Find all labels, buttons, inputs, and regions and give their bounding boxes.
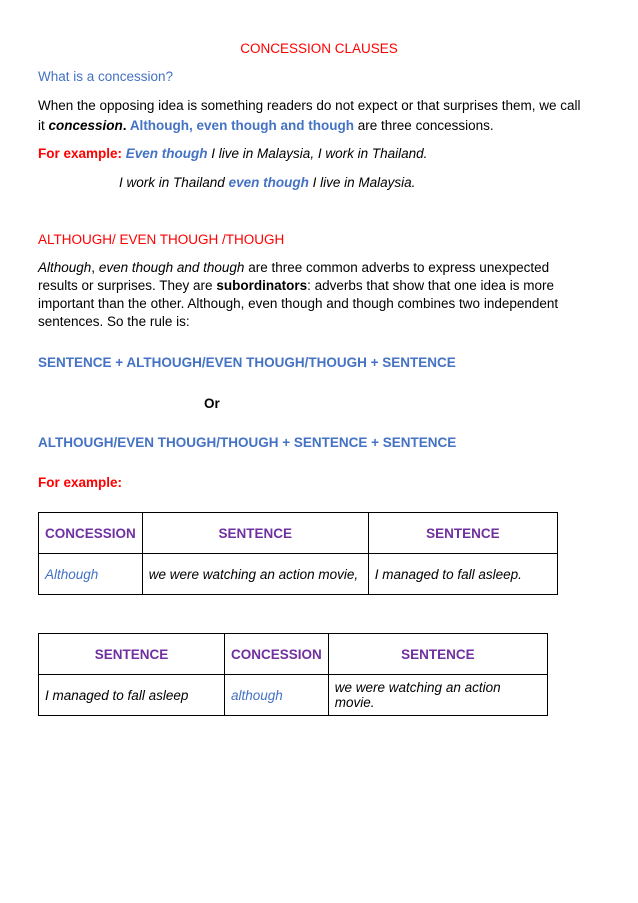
table-cell: we were watching an action movie,	[142, 554, 368, 595]
table-cell: I managed to fall asleep	[39, 675, 225, 716]
table-header: SENTENCE	[39, 634, 225, 675]
para-text: are three common adverbs to express unexpected	[244, 260, 550, 275]
para-text: results or surprises. They are	[38, 278, 217, 293]
para-text: ,	[91, 260, 99, 275]
table-cell: Although	[39, 554, 143, 595]
example-text: I live in Malaysia.	[308, 175, 416, 190]
table-header: CONCESSION	[225, 634, 329, 675]
example-1	[38, 145, 427, 163]
para-line-1	[38, 259, 549, 277]
para-text: : adverbs that show that one idea is more	[307, 278, 554, 293]
concession-term: concession	[48, 118, 123, 133]
para-keyword: subordinators	[216, 278, 308, 293]
para-keyword: even though and though	[98, 260, 245, 275]
table-header: SENTENCE	[328, 634, 547, 675]
example-label: For example:	[38, 146, 126, 161]
para-line-4: sentences. So the rule is:	[38, 314, 190, 329]
example-heading: For example:	[38, 475, 123, 490]
section-heading: ALTHOUGH/ EVEN THOUGH /THOUGH	[38, 232, 285, 247]
concession-words: Although, even though and though	[129, 118, 355, 133]
intro-line-2	[38, 117, 494, 135]
para-keyword: Although	[38, 260, 92, 275]
example-text: I live in Malaysia, I work in Thailand.	[207, 146, 428, 161]
table-cell: we were watching an action movie.	[328, 675, 547, 716]
concession-table-2	[38, 633, 548, 716]
table-cell: although	[225, 675, 329, 716]
example-text: I work in Thailand	[119, 175, 229, 190]
table-header: CONCESSION	[39, 513, 143, 554]
intro-line-1: When the opposing idea is something readers do not expect or that surprises them, we call	[38, 98, 581, 113]
question-heading: What is a concession?	[38, 69, 174, 84]
table-row	[39, 554, 558, 595]
page-title: CONCESSION CLAUSES	[240, 41, 398, 56]
table-header: SENTENCE	[142, 513, 368, 554]
table-header: SENTENCE	[368, 513, 557, 554]
table-header-row	[39, 634, 548, 675]
example-keyword: Even though	[125, 146, 208, 161]
intro-tail: are three concessions.	[354, 118, 494, 133]
para-line-3: important than the other. Although, even though and though combines two independent	[38, 296, 559, 311]
table-header-row	[39, 513, 558, 554]
intro-punct: .	[122, 118, 130, 133]
intro-text: it	[38, 118, 49, 133]
example-2	[119, 174, 415, 192]
rule-1: SENTENCE + ALTHOUGH/EVEN THOUGH/THOUGH + SENTENCE	[38, 355, 456, 370]
example-keyword: even though	[228, 175, 309, 190]
para-line-2	[38, 277, 554, 295]
rule-2: ALTHOUGH/EVEN THOUGH/THOUGH + SENTENCE + SENTENCE	[38, 435, 457, 450]
rule-or: Or	[204, 396, 220, 411]
table-cell: I managed to fall asleep.	[368, 554, 557, 595]
concession-table-1	[38, 512, 558, 595]
table-row	[39, 675, 548, 716]
